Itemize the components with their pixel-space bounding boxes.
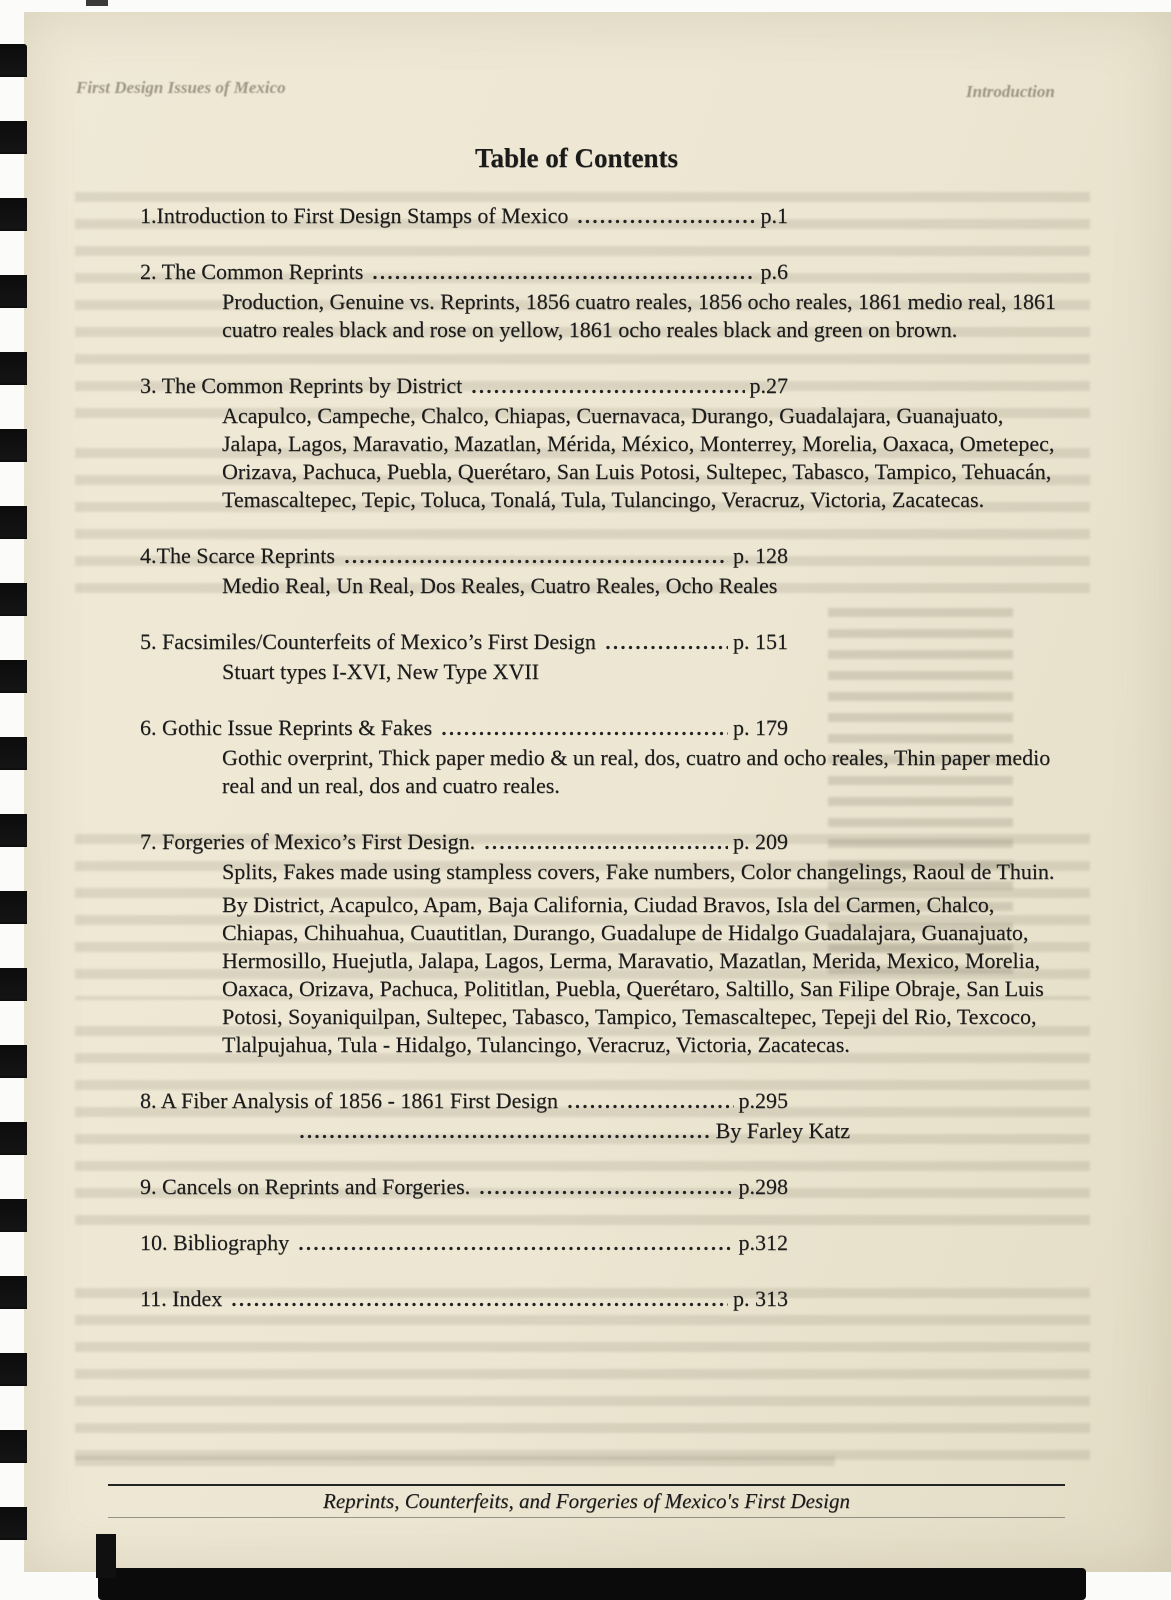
toc-entry-page: p. 209	[733, 829, 788, 854]
toc-entry	[140, 628, 1065, 686]
toc-entry-page: p.1	[760, 203, 788, 228]
ghost-running-head-left: First Design Issues of Mexico	[76, 78, 286, 97]
page-footer: Reprints, Counterfeits, and Forgeries of Mexico's First Design	[108, 1484, 1065, 1518]
dot-leader	[344, 558, 728, 565]
scan-edge-artifact	[96, 1534, 116, 1578]
toc-entry-label: 9. Cancels on Reprints and Forgeries.	[140, 1174, 471, 1199]
toc-entry	[140, 1285, 1065, 1313]
toc-entry	[140, 714, 1065, 800]
binding-holes	[0, 44, 27, 1544]
toc-entry-page: p.312	[738, 1230, 788, 1255]
toc-entry-byline: By Farley Katz	[715, 1118, 850, 1143]
toc-entry-label: 4.The Scarce Reprints	[140, 543, 335, 568]
dot-leader	[577, 218, 755, 225]
toc-entry-label: 8. A Fiber Analysis of 1856 - 1861 First Design	[140, 1088, 559, 1113]
toc-entry-description: By District, Acapulco, Apam, Baja California, Ciudad Bravos, Isla del Carmen, Chalco, Chiapas, Chihuahua, Cuautitlan, Durango, Guadalupe de Hidalgo Guadalajara, Guanajuato, Hermosillo, Huejutla, Jalapa, Lagos, Lerma, Maravatio, Mazatlan, Merida, Mexico, Morelia, Oaxaca, Orizava, Pachuca, Polititlan, Puebla, Querétaro, Saltillo, San Filipe Obraje, San Luis Potosi, Soyaniquilpan, Sultepec, Tabasco, Tampico, Temascaltepec, Tepeji del Rio, Texcoco, Tlalpujahua, Tula - Hidalgo, Tulancingo, Veracruz, Victoria, Zacatecas.	[222, 892, 1044, 1057]
toc-entry	[140, 372, 1065, 514]
bleedthrough-text-block	[75, 1288, 1090, 1470]
toc-entry	[140, 542, 1065, 600]
dot-leader	[471, 388, 744, 395]
toc-entry-page: p.295	[738, 1088, 788, 1113]
scan-edge-artifact	[98, 1568, 1086, 1600]
dot-leader	[479, 1189, 733, 1196]
toc-entry-page: p.298	[738, 1174, 788, 1199]
toc-entry-label: 3. The Common Reprints by District	[140, 373, 463, 398]
toc-entry	[140, 828, 1065, 1059]
toc-entry-label: 1.Introduction to First Design Stamps of Mexico	[140, 203, 569, 228]
toc-entry-description: Gothic overprint, Thick paper medio & un real, dos, cuatro and ocho reales, Thin paper medio real and un real, dos and cuatro reales.	[222, 745, 1051, 798]
toc-entry-page: p. 128	[733, 543, 788, 568]
bleedthrough-footnote	[75, 1456, 835, 1472]
dot-leader	[605, 644, 728, 651]
toc-entry	[140, 1173, 1065, 1201]
page-title: Table of Contents	[474, 143, 679, 173]
toc-entry-page: p. 313	[733, 1286, 788, 1311]
toc-entry-description: Stuart types I-XVI, New Type XVII	[222, 659, 539, 684]
toc-entry-label: 10. Bibliography	[140, 1230, 290, 1255]
ghost-running-head-right: Introduction	[966, 82, 1055, 101]
scan-edge-artifact	[86, 0, 108, 6]
dot-leader	[231, 1301, 728, 1308]
toc-entry-page: p. 179	[733, 715, 788, 740]
toc-entry-page: p.6	[760, 259, 788, 284]
toc-entry-byline-row	[290, 1117, 850, 1145]
toc-entry	[140, 202, 1065, 230]
toc-entry	[140, 1087, 1065, 1145]
toc-entry-label: 7. Forgeries of Mexico’s First Design.	[140, 829, 476, 854]
dot-leader	[567, 1103, 733, 1110]
dot-leader	[372, 274, 755, 281]
toc-entry-label: 5. Facsimiles/Counterfeits of Mexico’s First Design	[140, 629, 596, 654]
dot-leader	[441, 730, 728, 737]
toc-entry-description: Splits, Fakes made using stampless covers, Fake numbers, Color changelings, Raoul de Thuin.	[222, 859, 1055, 884]
toc-entry	[140, 1229, 1065, 1257]
toc-entry-page: p. 151	[733, 629, 788, 654]
toc-entry-description: Production, Genuine vs. Reprints, 1856 cuatro reales, 1856 ocho reales, 1861 medio real, 1861 cuatro reales black and rose on yellow, 1861 ocho reales black and green on brown.	[222, 289, 1056, 342]
toc-entry-label: 11. Index	[140, 1286, 223, 1311]
table-of-contents	[140, 140, 1065, 1313]
dot-leader	[298, 1245, 733, 1252]
toc-entry-description: Medio Real, Un Real, Dos Reales, Cuatro Reales, Ocho Reales	[222, 573, 778, 598]
toc-entry-label: 2. The Common Reprints	[140, 259, 364, 284]
toc-entry-description: Acapulco, Campeche, Chalco, Chiapas, Cuernavaca, Durango, Guadalajara, Guanajuato, Jalapa, Lagos, Maravatio, Mazatlan, Mérida, México, Monterrey, Morelia, Oaxaca, Ometepec, Orizava, Pachuca, Puebla, Querétaro, San Luis Potosi, Sultepec, Tabasco, Tampico, Tehuacán, Temascaltepec, Tepic, Toluca, Tonalá, Tula, Tulancingo, Veracruz, Victoria, Zacatecas.	[222, 403, 1055, 512]
dot-leader	[299, 1133, 711, 1140]
dot-leader	[484, 844, 728, 851]
toc-entry	[140, 258, 1065, 344]
toc-entry-page: p.27	[749, 373, 788, 398]
toc-entry-label: 6. Gothic Issue Reprints & Fakes	[140, 715, 433, 740]
